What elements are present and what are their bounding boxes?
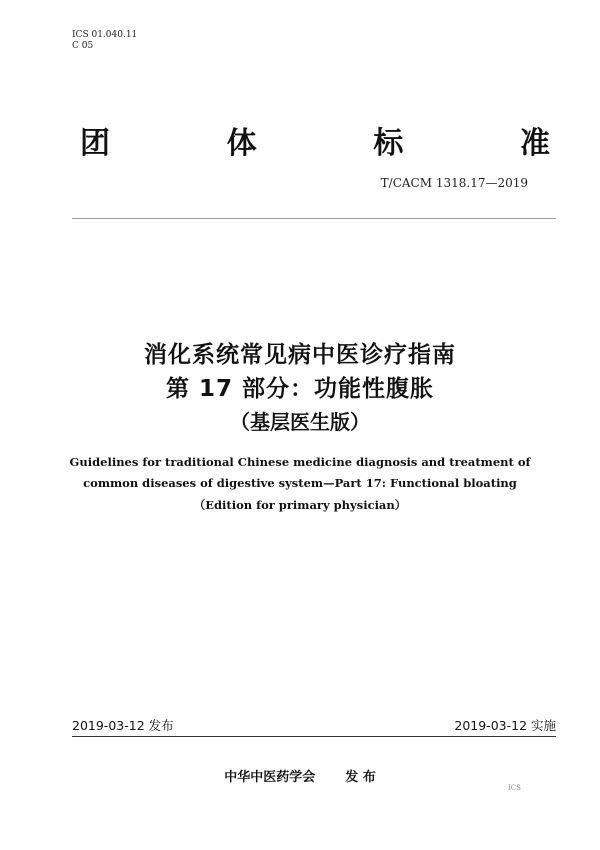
- publisher-line: [0, 766, 600, 785]
- ics-code: ICS 01.040.11: [72, 30, 138, 40]
- chinese-title-line-2: 第 17 部分：功能性腹胀: [165, 376, 435, 402]
- issue-date: 2019-03-12 发布: [72, 718, 174, 733]
- standard-number: T/CACM 1318.17—2019: [380, 176, 528, 190]
- chinese-edition-subtitle: （基层医生版）: [230, 410, 370, 434]
- implementation-date: 2019-03-12 实施: [454, 718, 556, 733]
- footer-divider: [72, 736, 556, 737]
- ccs-code: C 05: [72, 41, 94, 51]
- ics-classification: [72, 30, 137, 52]
- publisher-name: 中华中医药学会: [224, 770, 316, 785]
- document-type-title: [80, 118, 550, 162]
- publish-action: 发 布: [345, 770, 376, 785]
- english-title-line-2: common diseases of digestive system—Part 17: Functional bloating: [83, 476, 517, 490]
- chinese-title-line-1: 消化系统常见病中医诊疗指南: [144, 342, 456, 368]
- english-title-line-1: Guidelines for traditional Chinese medicine diagnosis and treatment of: [69, 455, 531, 469]
- footer-mark: ICS: [508, 784, 521, 792]
- title-char-4: 准: [519, 126, 550, 161]
- header-divider: [72, 218, 556, 219]
- english-edition-subtitle: （Edition for primary physician）: [193, 498, 407, 512]
- title-char-2: 体: [226, 126, 257, 161]
- title-char-1: 团: [80, 126, 110, 161]
- title-char-3: 标: [373, 126, 404, 161]
